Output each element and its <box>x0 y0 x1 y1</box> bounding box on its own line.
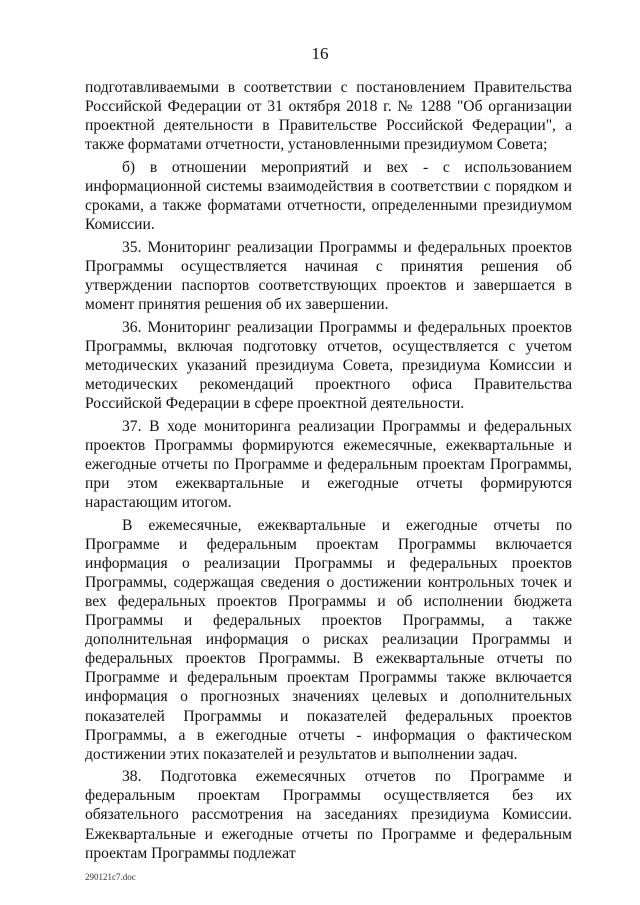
paragraph-35: 35. Мониторинг реализации Программы и федеральных проектов Программы осуществляется начиная с принятия решения об утверждении паспортов соответствующих проектов и завершается в момент принятия решения об их завершении. <box>85 238 572 314</box>
page-number: 16 <box>311 44 329 63</box>
paragraph-37: 37. В ходе мониторинга реализации Программы и федеральных проектов Программы формируются ежемесячные, ежеквартальные и ежегодные отчеты по Программе и федеральным проектам Программы, при этом ежеквартальные и ежегодные отчеты формируются нарастающим итогом. <box>85 417 572 511</box>
paragraph-item-b: б) в отношении мероприятий и вех - с использованием информационной системы взаимодействия в соответствии с порядком и сроками, а также форматами отчетности, определенными президиумом Комиссии. <box>85 158 572 234</box>
paragraph-38: 38. Подготовка ежемесячных отчетов по Программе и федеральным проектам Программы осуществляется без их обязательного рассмотрения на заседаниях президиума Комиссии. Ежеквартальные и ежегодные отчеты по Программе и федеральным проектам Программы подлежат <box>85 768 572 862</box>
document-body <box>85 78 572 866</box>
document-file-code: 290121c7.doc <box>85 872 136 882</box>
paragraph-36: 36. Мониторинг реализации Программы и федеральных проектов Программы, включая подготовку отчетов, осуществляется с учетом методических указаний президиума Совета, президиума Комиссии и методических рекомендаций проектного офиса Правительства Российской Федерации в сфере проектной деятельности. <box>85 318 572 412</box>
paragraph-37-reports: В ежемесячные, ежеквартальные и ежегодные отчеты по Программе и федеральным проектам Программы включается информация о реализации Программы и федеральных проектов Программы, содержащая сведения о достижении контрольных точек и вех федеральных проектов Программы и об исполнении бюджета Программы и федеральных проектов Программы, а также дополнительная информация о рисках реализации Программы и федеральных проектов Программы. В ежеквартальные отчеты по Программе и федеральным проектам Программы также включается информация о прогнозных значениях целевых и дополнительных показателей Программы и показателей федеральных проектов Программы, а в ежегодные отчеты - информация о фактическом достижении этих показателей и результатов и выполнении задач. <box>85 516 572 763</box>
paragraph-continuation: подготавливаемыми в соответствии с постановлением Правительства Российской Федерации от 31 октября 2018 г. № 1288 "Об организации проектной деятельности в Правительстве Российской Федерации", а также форматами отчетности, установленными президиумом Совета; <box>85 79 572 154</box>
